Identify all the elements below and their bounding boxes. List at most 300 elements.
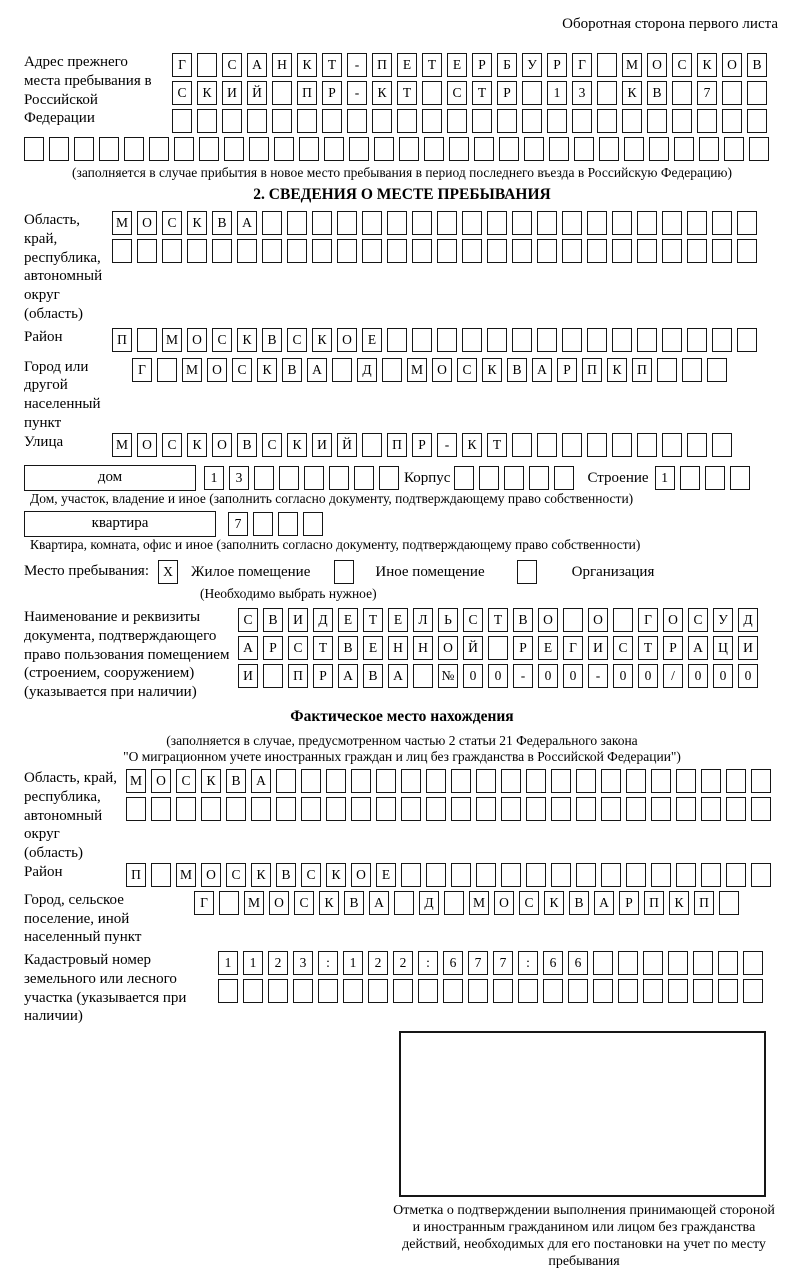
char-box: П: [288, 664, 308, 688]
char-box: [49, 137, 69, 161]
char-box: [382, 358, 402, 382]
char-box: [362, 239, 382, 263]
char-box: [197, 53, 217, 77]
char-box: [662, 239, 682, 263]
char-box: [243, 979, 263, 1003]
char-box: [126, 797, 146, 821]
char-box: [137, 239, 157, 263]
doc-row-1: [238, 608, 780, 632]
char-box: [499, 137, 519, 161]
char-box: [326, 797, 346, 821]
stamp-area: [24, 1031, 780, 1270]
char-box: [287, 239, 307, 263]
char-box: [574, 137, 594, 161]
char-box: [529, 466, 549, 490]
ulitsa-row: [112, 433, 780, 457]
char-box: [426, 863, 446, 887]
checkbox-org[interactable]: [517, 560, 542, 584]
char-box: К: [462, 433, 482, 457]
char-box: 7: [228, 512, 248, 536]
page-header: Оборотная сторона первого листа: [562, 16, 778, 32]
char-box: 2: [393, 951, 413, 975]
char-box: [249, 137, 269, 161]
char-box: [526, 797, 546, 821]
char-box: [597, 109, 617, 133]
char-box: О: [351, 863, 371, 887]
char-box: [672, 109, 692, 133]
char-box: [468, 979, 488, 1003]
char-box: Ц: [713, 636, 733, 660]
char-box: [253, 512, 273, 536]
char-box: К: [482, 358, 502, 382]
char-box: [701, 769, 721, 793]
char-box: [751, 863, 771, 887]
kvartira-rect-label: квартира: [24, 511, 216, 537]
char-box: [687, 433, 707, 457]
char-box: Е: [376, 863, 396, 887]
char-box: [172, 109, 192, 133]
char-box: [454, 466, 474, 490]
char-box: Т: [422, 53, 442, 77]
char-box: О: [438, 636, 458, 660]
char-box: [712, 211, 732, 235]
char-box: М: [176, 863, 196, 887]
char-box: П: [694, 891, 714, 915]
char-box: В: [569, 891, 589, 915]
prev-address-row-1: [172, 53, 780, 77]
char-box: [493, 979, 513, 1003]
char-box: Г: [132, 358, 152, 382]
char-box: :: [318, 951, 338, 975]
char-box: И: [738, 636, 758, 660]
char-box: [326, 769, 346, 793]
char-box: [337, 211, 357, 235]
char-box: С: [447, 81, 467, 105]
field-raion: [24, 328, 780, 356]
korpus-label: Корпус: [404, 469, 451, 486]
char-box: [488, 636, 508, 660]
char-box: [401, 863, 421, 887]
char-box: Е: [538, 636, 558, 660]
char-box: [343, 979, 363, 1003]
char-box: [718, 951, 738, 975]
char-box: [726, 797, 746, 821]
opt-org-label: Организация: [571, 563, 655, 580]
char-box: М: [407, 358, 427, 382]
char-box: [479, 466, 499, 490]
char-box: [437, 211, 457, 235]
char-box: [637, 433, 657, 457]
char-box: [387, 328, 407, 352]
char-box: [476, 863, 496, 887]
char-box: [337, 239, 357, 263]
char-box: [676, 769, 696, 793]
char-box: [137, 328, 157, 352]
kadastr-label: Кадастровый номер земельного или лесного участка (указывается при наличии): [24, 952, 187, 1025]
char-box: В: [647, 81, 667, 105]
korpus-row: [454, 466, 579, 490]
char-box: Е: [362, 328, 382, 352]
char-box: [487, 328, 507, 352]
char-box: 3: [572, 81, 592, 105]
char-box: [651, 863, 671, 887]
char-box: [637, 328, 657, 352]
char-box: [462, 328, 482, 352]
char-box: [524, 137, 544, 161]
char-box: [413, 664, 433, 688]
char-box: [701, 797, 721, 821]
char-box: [601, 797, 621, 821]
char-box: [226, 797, 246, 821]
char-box: [526, 769, 546, 793]
char-box: У: [522, 53, 542, 77]
char-box: Д: [357, 358, 377, 382]
char-box: О: [151, 769, 171, 793]
char-box: 0: [688, 664, 708, 688]
char-box: А: [237, 211, 257, 235]
char-box: [393, 979, 413, 1003]
char-box: [174, 137, 194, 161]
char-box[interactable]: [517, 560, 537, 584]
prev-address-row-2: [172, 81, 780, 105]
char-box: У: [713, 608, 733, 632]
char-box: К: [372, 81, 392, 105]
char-box: [593, 979, 613, 1003]
checkbox-inoe[interactable]: [334, 560, 359, 584]
char-box: [626, 769, 646, 793]
char-box: [537, 328, 557, 352]
char-box: С: [288, 636, 308, 660]
char-box: Д: [313, 608, 333, 632]
char-box: К: [187, 433, 207, 457]
char-box: Ь: [438, 608, 458, 632]
char-box: С: [162, 211, 182, 235]
char-box: 1: [547, 81, 567, 105]
char-box: О: [663, 608, 683, 632]
field-fact-raion: [24, 863, 780, 891]
oblast-row-1: [112, 211, 780, 235]
char-box: К: [297, 53, 317, 77]
char-box: Р: [663, 636, 683, 660]
char-box: [262, 211, 282, 235]
char-box: В: [226, 769, 246, 793]
char-box: К: [197, 81, 217, 105]
char-box: А: [238, 636, 258, 660]
char-box: [376, 797, 396, 821]
char-box: [276, 797, 296, 821]
char-box: [276, 769, 296, 793]
char-box: [576, 797, 596, 821]
char-box: С: [294, 891, 314, 915]
char-box: [587, 328, 607, 352]
char-box: [743, 979, 763, 1003]
section2-title: 2. СВЕДЕНИЯ О МЕСТЕ ПРЕБЫВАНИЯ: [253, 186, 551, 204]
char-box: [649, 137, 669, 161]
char-box: [526, 863, 546, 887]
fact-caption-1: (заполняется в случае, предусмотренном частью 2 статьи 21 Федерального закона: [166, 732, 638, 748]
field-kadastr: [24, 951, 780, 1026]
char-box: [157, 358, 177, 382]
char-box: С: [176, 769, 196, 793]
dom-number-row: [204, 466, 404, 490]
char-box: С: [226, 863, 246, 887]
char-box: [662, 211, 682, 235]
char-box: [512, 433, 532, 457]
char-box: С: [519, 891, 539, 915]
char-box: 0: [563, 664, 583, 688]
field-doc: [24, 608, 780, 702]
char-box: И: [312, 433, 332, 457]
char-box: М: [126, 769, 146, 793]
char-box: 6: [543, 951, 563, 975]
char-box: [218, 979, 238, 1003]
fact-gorod-label: Город, сельское поселение, иной населенный пункт: [24, 891, 142, 946]
char-box: [268, 979, 288, 1003]
char-box[interactable]: X: [158, 560, 178, 584]
char-box: [705, 466, 725, 490]
char-box: О: [722, 53, 742, 77]
char-box: [449, 137, 469, 161]
stroenie-label: Строение: [587, 469, 649, 486]
char-box: П: [632, 358, 652, 382]
char-box: Г: [172, 53, 192, 77]
char-box: №: [438, 664, 458, 688]
char-box: [737, 211, 757, 235]
fact-oblast-row-2: [126, 797, 780, 821]
char-box: [303, 512, 323, 536]
char-box: [504, 466, 524, 490]
char-box: Р: [547, 53, 567, 77]
char-box: [676, 863, 696, 887]
char-box: В: [212, 211, 232, 235]
char-box: [401, 797, 421, 821]
fact-caption-2: "О миграционном учете иностранных граждан и лиц без гражданства в Российской Федерации"): [123, 749, 681, 764]
char-box: 0: [638, 664, 658, 688]
char-box: [263, 664, 283, 688]
char-box: /: [663, 664, 683, 688]
char-box: [568, 979, 588, 1003]
char-box: [518, 979, 538, 1003]
char-box: В: [507, 358, 527, 382]
kvartira-row: [228, 512, 328, 536]
field-fact-gorod: [24, 891, 780, 947]
char-box: [368, 979, 388, 1003]
char-box: В: [282, 358, 302, 382]
char-box: [219, 891, 239, 915]
char-box: 1: [243, 951, 263, 975]
char-box: 1: [218, 951, 238, 975]
char-box: Т: [488, 608, 508, 632]
char-box: 3: [293, 951, 313, 975]
char-box: А: [247, 53, 267, 77]
char-box: О: [207, 358, 227, 382]
char-box: [349, 137, 369, 161]
dom-caption: Дом, участок, владение и иное (заполнить согласно документу, подтверждающему право собственности): [30, 490, 634, 506]
char-box: [176, 797, 196, 821]
char-box: [551, 769, 571, 793]
field-kvartira: [24, 511, 780, 537]
prev-address-label: Адрес прежнего места пребывания в Российской Федерации: [24, 54, 152, 127]
char-box: [162, 239, 182, 263]
char-box: [149, 137, 169, 161]
char-box: -: [588, 664, 608, 688]
char-box: К: [257, 358, 277, 382]
char-box: 0: [538, 664, 558, 688]
char-box: [624, 137, 644, 161]
raion-row: [112, 328, 780, 352]
char-box: 7: [468, 951, 488, 975]
char-box: А: [532, 358, 552, 382]
char-box: [699, 137, 719, 161]
char-box: О: [201, 863, 221, 887]
char-box: [576, 769, 596, 793]
char-box: [712, 328, 732, 352]
char-box: [376, 769, 396, 793]
opt-inoe-label: Иное помещение: [375, 563, 485, 580]
char-box: [576, 863, 596, 887]
char-box: 1: [343, 951, 363, 975]
char-box: О: [137, 433, 157, 457]
fact-gorod-row: [194, 891, 780, 915]
char-box: [724, 137, 744, 161]
char-box: С: [238, 608, 258, 632]
char-box: [672, 81, 692, 105]
char-box: [447, 109, 467, 133]
char-box: Т: [363, 608, 383, 632]
char-box: М: [112, 433, 132, 457]
char-box: Н: [413, 636, 433, 660]
char-box: А: [388, 664, 408, 688]
field-fact-oblast: [24, 769, 780, 863]
char-box: К: [287, 433, 307, 457]
char-box: [601, 863, 621, 887]
char-box: [329, 466, 349, 490]
char-box: [362, 433, 382, 457]
field-prev-address: [24, 53, 780, 137]
char-box: [124, 137, 144, 161]
char-box: [387, 239, 407, 263]
char-box: [212, 239, 232, 263]
char-box: [637, 211, 657, 235]
char-box: Т: [487, 433, 507, 457]
char-box: [318, 979, 338, 1003]
checkbox-zhiloe[interactable]: [158, 560, 183, 584]
char-box: С: [457, 358, 477, 382]
char-box: А: [338, 664, 358, 688]
char-box: [293, 979, 313, 1003]
char-box: В: [338, 636, 358, 660]
char-box: [618, 979, 638, 1003]
doc-label: Наименование и реквизиты документа, подтверждающего право пользования помещением (строением, сооружением) (указывается при наличии): [24, 609, 230, 701]
char-box: [612, 433, 632, 457]
fact-raion-row: [126, 863, 780, 887]
char-box: [722, 81, 742, 105]
char-box: [599, 137, 619, 161]
char-box: Т: [638, 636, 658, 660]
char-box: [726, 863, 746, 887]
char-box: В: [237, 433, 257, 457]
char-box: [351, 797, 371, 821]
char-box: С: [287, 328, 307, 352]
char-box: [399, 137, 419, 161]
char-box: [676, 797, 696, 821]
char-box: [312, 239, 332, 263]
char-box: С: [688, 608, 708, 632]
char-box: [543, 979, 563, 1003]
char-box[interactable]: [334, 560, 354, 584]
char-box: В: [263, 608, 283, 632]
char-box: Н: [388, 636, 408, 660]
char-box: :: [418, 951, 438, 975]
char-box: С: [613, 636, 633, 660]
char-box: С: [162, 433, 182, 457]
char-box: Н: [272, 53, 292, 77]
char-box: Е: [447, 53, 467, 77]
char-box: [379, 466, 399, 490]
char-box: [554, 466, 574, 490]
char-box: [749, 137, 769, 161]
char-box: [299, 137, 319, 161]
prev-address-row-4: [24, 137, 780, 161]
char-box: [187, 239, 207, 263]
char-box: [701, 863, 721, 887]
char-box: [512, 211, 532, 235]
char-box: К: [251, 863, 271, 887]
char-box: [647, 109, 667, 133]
char-box: [422, 81, 442, 105]
char-box: [613, 608, 633, 632]
char-box: [112, 239, 132, 263]
char-box: [74, 137, 94, 161]
char-box: С: [232, 358, 252, 382]
char-box: [247, 109, 267, 133]
char-box: [278, 512, 298, 536]
char-box: 6: [568, 951, 588, 975]
field-oblast: [24, 211, 780, 324]
char-box: К: [697, 53, 717, 77]
char-box: [668, 951, 688, 975]
char-box: [680, 466, 700, 490]
mesto-label: Место пребывания:: [24, 563, 149, 580]
kadastr-row-1: [218, 951, 780, 975]
char-box: В: [276, 863, 296, 887]
char-box: [601, 769, 621, 793]
oblast-row-2: [112, 239, 780, 263]
char-box: [462, 239, 482, 263]
char-box: Р: [313, 664, 333, 688]
char-box: [612, 239, 632, 263]
char-box: [674, 137, 694, 161]
char-box: М: [162, 328, 182, 352]
char-box: Г: [194, 891, 214, 915]
char-box: [351, 769, 371, 793]
char-box: [451, 769, 471, 793]
char-box: [422, 109, 442, 133]
char-box: В: [747, 53, 767, 77]
char-box: К: [312, 328, 332, 352]
char-box: -: [437, 433, 457, 457]
char-box: [272, 109, 292, 133]
char-box: [199, 137, 219, 161]
stroenie-row: [655, 466, 755, 490]
char-box: Т: [472, 81, 492, 105]
char-box: [426, 769, 446, 793]
char-box: [662, 328, 682, 352]
field-mesto-type: [24, 559, 780, 584]
char-box: [394, 891, 414, 915]
char-box: О: [187, 328, 207, 352]
char-box: М: [469, 891, 489, 915]
